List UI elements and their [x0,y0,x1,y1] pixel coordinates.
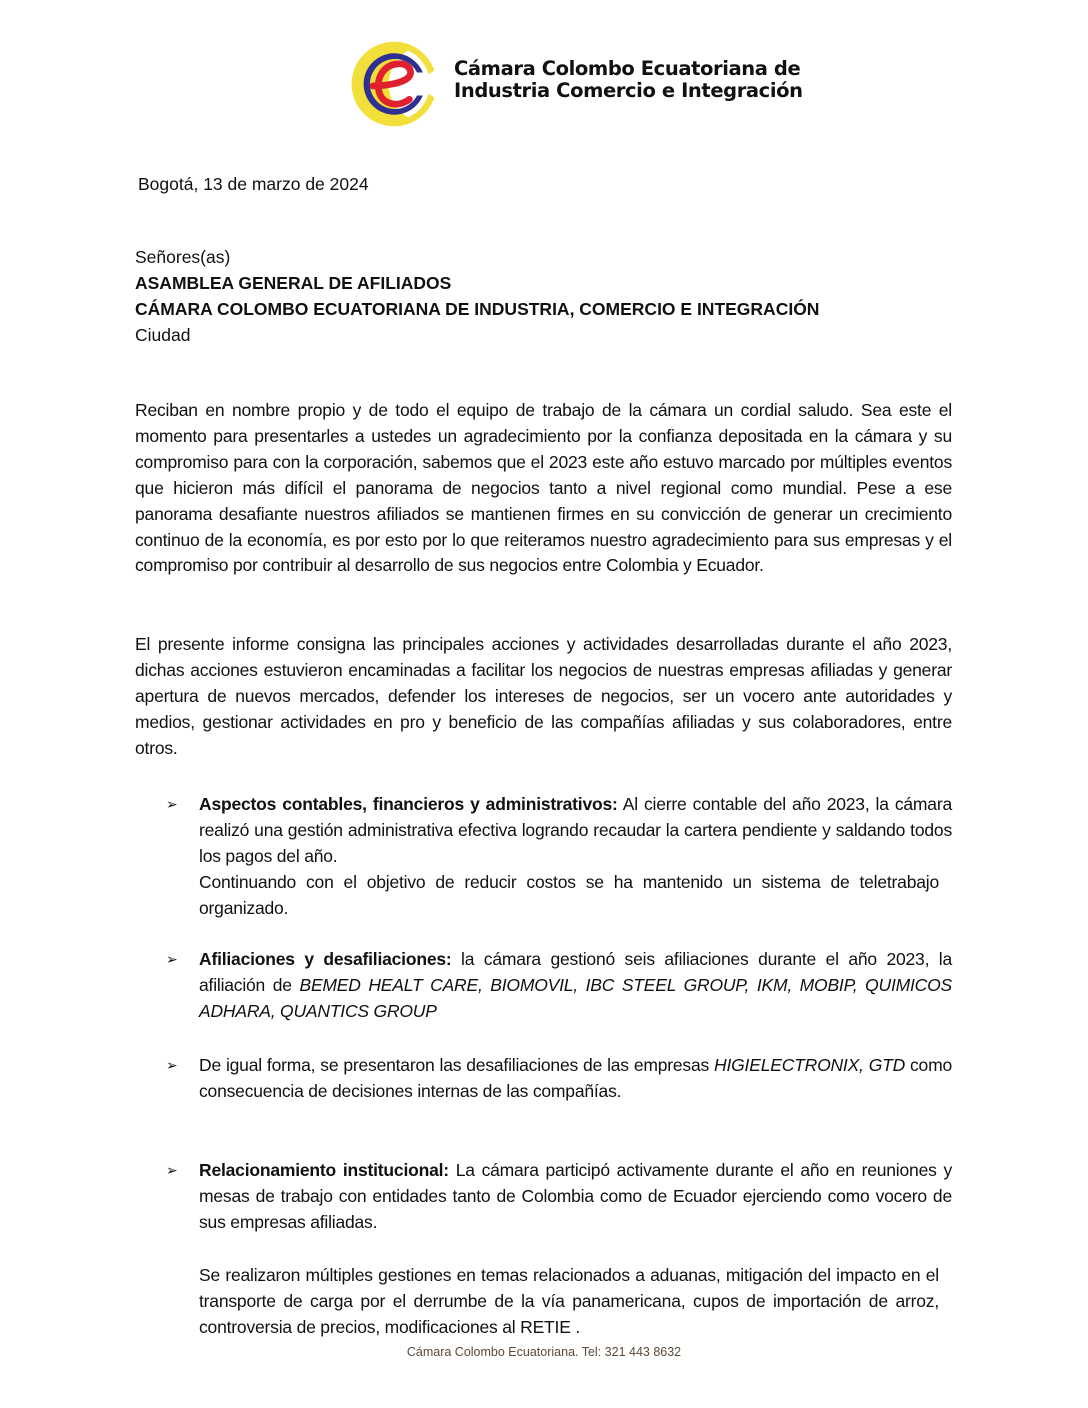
recipient-block [135,244,819,348]
bullet-affiliations [166,947,952,1025]
bullet-text-after: como consecuencia de decisiones internas de las compañías. [199,1055,953,1101]
arrow-bullet-icon: ➢ [166,1057,178,1073]
recipient-line1: ASAMBLEA GENERAL DE AFILIADOS [135,273,452,293]
organization-name-line1: Cámara Colombo Ecuatoriana de [454,57,801,80]
report-paragraph: El presente informe consigna las principales acciones y actividades desarrolladas durante el año 2023, dichas acciones estuvieron encaminadas a facilitar los negocios de nuestras empresas afiliadas y generar apertura de nuevos mercados, defender los intereses de negocios, ser un vocero ante autoridades y medios, gestionar actividades en pro y beneficio de las compañías afiliadas y sus colaboradores, entre otros. [135,634,952,758]
arrow-bullet-icon: ➢ [166,796,178,812]
recipient-line2: CÁMARA COLOMBO ECUATORIANA DE INDUSTRIA, COMERCIO E INTEGRACIÓN [135,299,820,319]
bullet-disaffiliations [166,1053,952,1105]
bullet-title: Afiliaciones y desafiliaciones: [199,949,452,969]
bullet-text: la cámara gestionó seis afiliaciones durante el año 2023, la afiliación de [199,949,952,995]
arrow-bullet-icon: ➢ [166,1162,178,1178]
letter-date: Bogotá, 13 de marzo de 2024 [138,174,369,194]
page-footer: Cámara Colombo Ecuatoriana. Tel: 321 443 8632 [406,1345,682,1359]
disaffiliated-companies: HIGIELECTRONIX, GTD [714,1055,906,1075]
bullet-accounting [166,792,952,870]
bullet-text: Al cierre contable del año 2023, la cámara realizó una gestión administrativa efectiva logrando recaudar la cartera pendiente y saldando todos los pagos del año. [199,794,952,866]
bullet-text: La cámara participó activamente durante el año en reuniones y mesas de trabajo con entidades tanto de Colombia como de Ecuador ejerciendo como vocero de sus empresas afiliadas. [199,1160,952,1232]
intro-paragraph: Reciban en nombre propio y de todo el equipo de trabajo de la cámara un cordial saludo. Sea este el momento para presentarles a ustedes un agradecimiento por la confianza depositada en la cámara y su compromiso para con la corporación, sabemos que el 2023 este año estuvo marcado por múltiples eventos que hicieron más difícil el panorama de negocios tanto a nivel regional como mundial. Pese a ese panorama desafiante nuestros afiliados se mantienen firmes en su convicción de generar un crecimiento continuo de la economía, es por esto por lo que reiteramos nuestro agradecimiento para sus empresas y el compromiso por contribuir al desarrollo de sus negocios entre Colombia y Ecuador. [135,400,952,576]
recipient-city: Ciudad [135,325,191,345]
bullet-title: Relacionamiento institucional: [199,1160,449,1180]
chamber-logo-e-icon [346,36,442,132]
affiliated-companies: BEMED HEALT CARE, BIOMOVIL, IBC STEEL GROUP, IKM, MOBIP, QUIMICOS ADHARA, QUANTICS GROUP [199,974,953,1021]
bullet-title: Aspectos contables, financieros y administrativos: [199,794,618,814]
salutation: Señores(as) [135,247,231,267]
bullet-institutional [166,1158,952,1236]
arrow-bullet-icon: ➢ [166,951,178,967]
organization-name-line2: Industria Comercio e Integración [454,79,803,102]
bullet-text: De igual forma, se presentaron las desafiliaciones de las empresas [199,1055,715,1075]
bullet-accounting-extra: Continuando con el objetivo de reducir costos se ha mantenido un sistema de teletrabajo organizado. [199,872,939,918]
organization-name [454,58,803,102]
bullet-institutional-extra: Se realizaron múltiples gestiones en temas relacionados a aduanas, mitigación del impacto en el transporte de carga por el derrumbe de la vía panamericana, cupos de importación de arroz, controversia de precios, modificaciones al RETIE . [199,1265,939,1337]
